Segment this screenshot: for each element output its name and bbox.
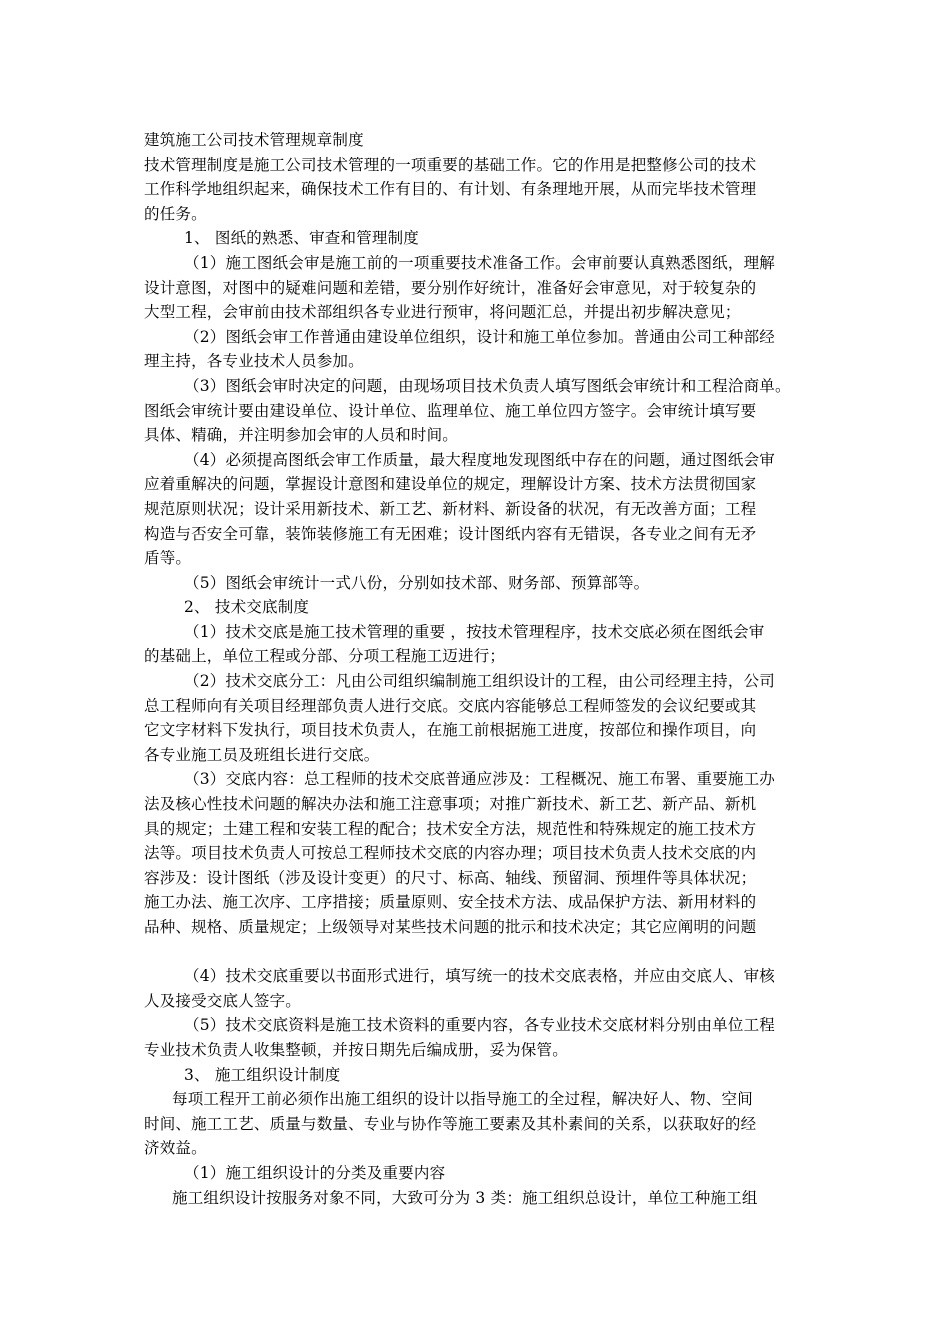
- paragraph-line: 法等。项目技术负责人可按总工程师技术交底的内容办理；项目技术负责人技术交底的内: [144, 844, 757, 863]
- paragraph-line: （1）技术交底是施工技术管理的重要 ，按技术管理程序，技术交底必须在图纸会审: [184, 622, 765, 641]
- paragraph-line: （2）技术交底分工：凡由公司组织编制施工组织设计的工程，由公司经理主持，公司: [184, 672, 775, 691]
- paragraph-line: 容涉及：设计图纸（涉及设计变更）的尺寸、标高、轴线、预留洞、预埋件等具体状况；: [144, 868, 757, 887]
- paragraph-line: 具体、精确，并注明参加会审的人员和时间。: [144, 426, 459, 445]
- section-1-heading: 1、 图纸的熟悉、审查和管理制度: [184, 229, 419, 248]
- section-1-item-5: [144, 571, 811, 596]
- paragraph-line: 大型工程，会审前由技术部组织各专业进行预审，将问题汇总，并提出初步解决意见；: [144, 303, 741, 322]
- paragraph-line: 各专业施工员及班组长进行交底。: [144, 745, 380, 764]
- section-2-item-4: [144, 964, 811, 1013]
- paragraph-line: 设计意图，对图中的疑难问题和差错，要分别作好统计，准备好会审意见，对于较复杂的: [144, 278, 757, 297]
- paragraph-line: 规范原则状况；设计采用新技术、新工艺、新材料、新设备的状况，有无改善方面；工程: [144, 499, 757, 518]
- paragraph-line: 具的规定；土建工程和安装工程的配合；技术安全方法，规范性和特殊规定的施工技术方: [144, 819, 757, 838]
- paragraph-line: （3）交底内容：总工程师的技术交底普通应涉及：工程概况、施工布署、重要施工办: [184, 770, 775, 789]
- paragraph-line: 图纸会审统计要由建设单位、设计单位、监理单位、施工单位四方签字。会审统计填写要: [144, 401, 757, 420]
- section-3-paragraph-1: [144, 1087, 811, 1161]
- paragraph-line: 的基础上，单位工程或分部、分项工程施工迈进行；: [144, 647, 506, 666]
- section-1-item-2: [144, 325, 811, 374]
- paragraph-line: 人及接受交底人签字。: [144, 991, 302, 1010]
- document-title: 建筑施工公司技术管理规章制度: [144, 131, 364, 149]
- section-1-item-4: [144, 448, 811, 571]
- section-1-item-1: [144, 251, 811, 325]
- paragraph-line: 它文字材料下发执行，项目技术负责人，在施工前根据施工进度，按部位和操作项目，向: [144, 721, 757, 740]
- paragraph-line: 理主持，各专业技术人员参加。: [144, 352, 364, 371]
- section-2-item-1: [144, 620, 811, 669]
- paragraph-line: 时间、施工工艺、质量与数量、专业与协作等施工要素及其朴素间的关系，以获取好的经: [144, 1114, 757, 1133]
- paragraph-line: 专业技术负责人收集整顿，并按日期先后编成册，妥为保管。: [144, 1040, 568, 1059]
- paragraph-line: （5）技术交底资料是施工技术资料的重要内容，各专业技术交底材料分别由单位工程: [184, 1016, 775, 1035]
- section-2-item-2: [144, 669, 811, 767]
- section-2-heading: 2、 技术交底制度: [184, 598, 310, 617]
- section-3-heading: 3、 施工组织设计制度: [184, 1065, 341, 1084]
- paragraph-line: 每项工程开工前必须作出施工组织的设计以指导施工的全过程，解决好人、物、空间: [172, 1090, 753, 1109]
- paragraph-line: （3）图纸会审时决定的问题，由现场项目技术负责人填写图纸会审统计和工程洽商单。: [184, 376, 791, 395]
- paragraph-line: （4）必须提高图纸会审工作质量，最大程度地发现图纸中存在的问题，通过图纸会审: [184, 450, 775, 469]
- paragraph-line: （4）技术交底重要以书面形式进行，填写统一的技术交底表格，并应由交底人、审核: [184, 967, 775, 986]
- intro-line: 技术管理制度是施工公司技术管理的一项重要的基础工作。它的作用是把整修公司的技术: [144, 155, 757, 174]
- paragraph-line: 施工组织设计按服务对象不同，大致可分为 3 类：施工组织总设计，单位工种施工组: [172, 1188, 758, 1207]
- paragraph-line: 盾等。: [144, 549, 192, 568]
- paragraph-line: 构造与否安全可靠，装饰装修施工有无困难；设计图纸内容有无错误，各专业之间有无矛: [144, 524, 757, 543]
- paragraph-line: 应着重解决的问题，掌握设计意图和建设单位的规定，理解设计方案、技术方法贯彻国家: [144, 475, 757, 494]
- paragraph-line: （5）图纸会审统计一式八份，分别如技术部、财务部、预算部等。: [184, 573, 650, 592]
- intro-paragraph: [144, 153, 811, 227]
- paragraph-line: 品种、规格、质量规定；上级领导对某些技术问题的批示和技术决定；其它应阐明的问题: [144, 918, 757, 936]
- intro-line: 的任务。: [144, 204, 207, 223]
- paragraph-line: 济效益。: [144, 1139, 207, 1158]
- intro-line: 工作科学地组织起来，确保技术工作有目的、有计划、有条理地开展，从而完毕技术管理: [144, 180, 757, 199]
- paragraph-line: 总工程师向有关项目经理部负责人进行交底。交底内容能够总工程师签发的会议纪要或其: [144, 696, 757, 715]
- section-1-item-3: [144, 374, 811, 448]
- section-2-item-3: [144, 767, 811, 939]
- section-3-subheading: （1）施工组织设计的分类及重要内容: [184, 1163, 446, 1182]
- section-3-paragraph-2: [144, 1186, 811, 1211]
- section-2-item-5: [144, 1013, 811, 1062]
- paragraph-line: 施工办法、施工次序、工序措接；质量原则、安全技术方法、成品保护方法、新用材料的: [144, 893, 757, 912]
- paragraph-line: （1）施工图纸会审是施工前的一项重要技术准备工作。会审前要认真熟悉图纸，理解: [184, 253, 775, 272]
- blank-line: [144, 940, 811, 965]
- paragraph-line: 法及核心性技术问题的解决办法和施工注意事项；对推广新技术、新工艺、新产品、新机: [144, 795, 757, 814]
- paragraph-line: （2）图纸会审工作普通由建设单位组织，设计和施工单位参加。普通由公司工种部经: [184, 327, 775, 346]
- document-page: [144, 128, 811, 1210]
